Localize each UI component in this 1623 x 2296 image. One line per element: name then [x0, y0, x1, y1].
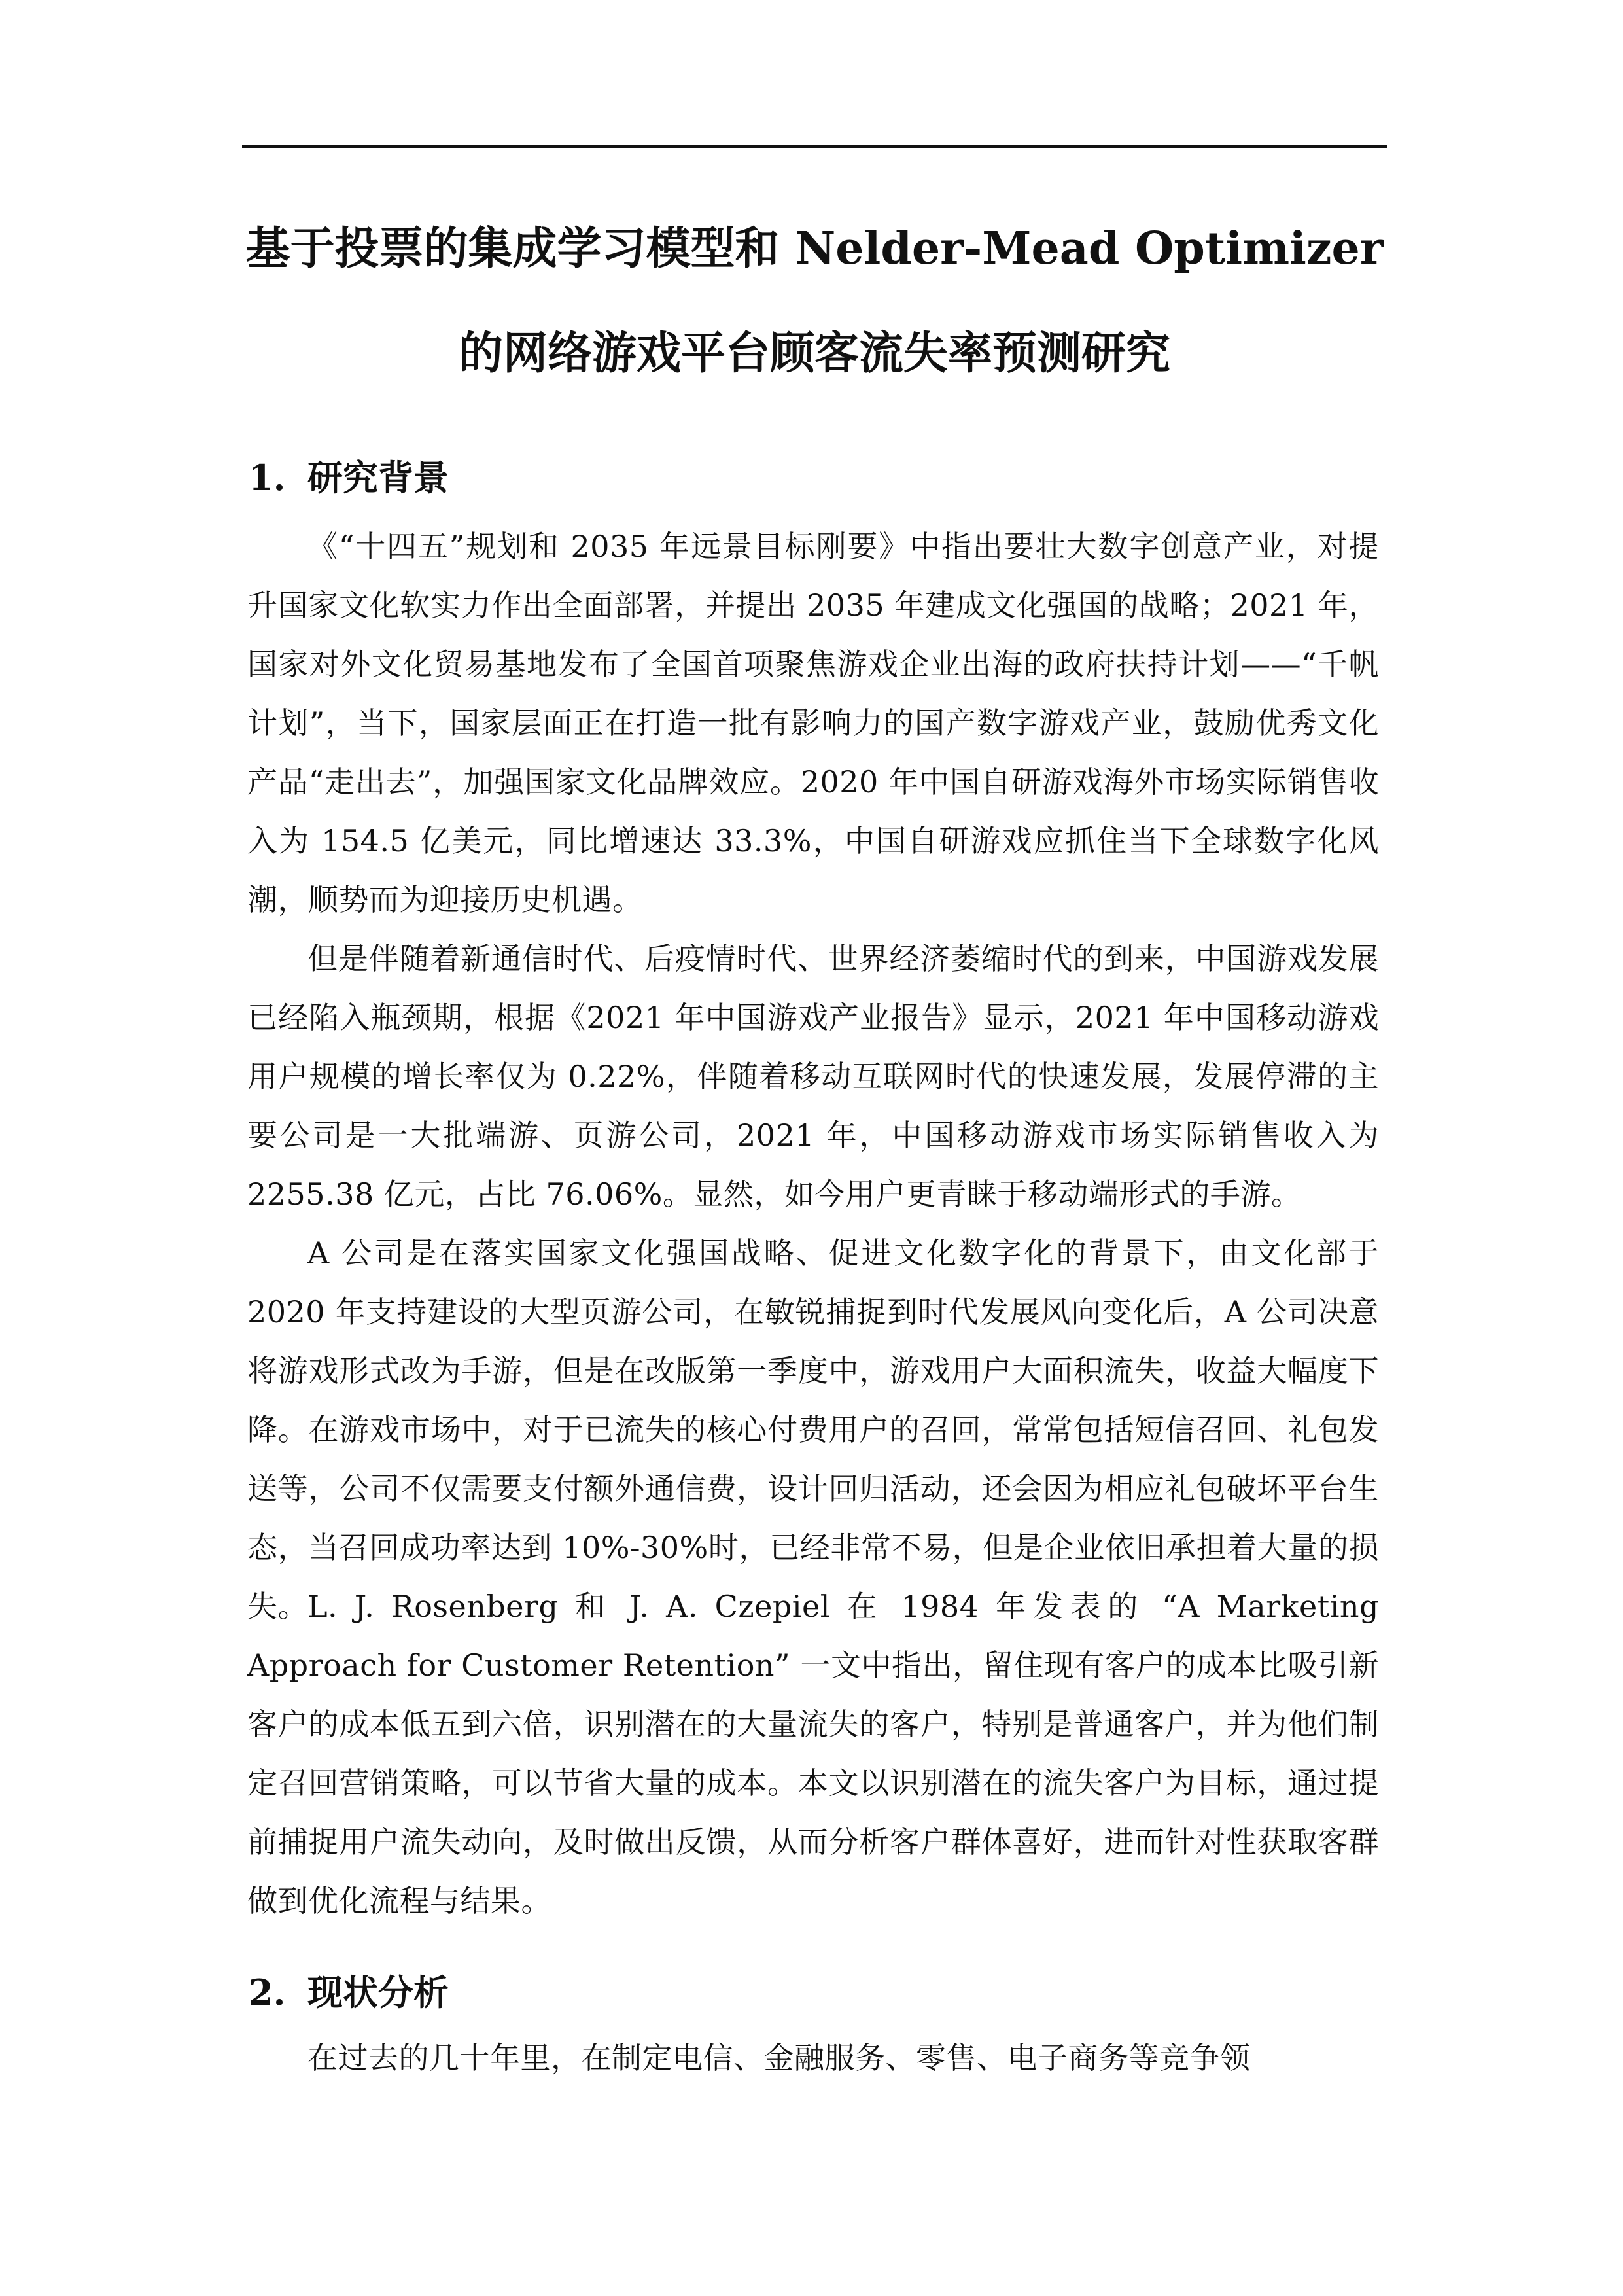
paper-title: 基于投票的集成学习模型和 Nelder-Mead Optimizer 的网络游戏平台顾客流失率预测研究 [245, 222, 1384, 380]
body-paragraph: A 公司是在落实国家文化强国战略、促进文化数字化的背景下，由文化部于 2020 年支持建设的大型页游公司，在敏锐捕捉到时代发展风向变化后，A 公司决意将游戏形式改为手游，但是在改版第一季度中，游戏用户大面积流失，收益大幅度下降。在游戏市场中，对于已流失的核心付费用户的召回，常常包括短信召回、礼包发送等，公司不仅需要支付额外通信费，设计回归活动，还会因为相应礼包破坏平台生态，当召回成功率达到 10%-30%时，已经非常不易，但是企业依旧承担着大量的损失。 [247, 1235, 1379, 1624]
body-paragraph: 《“十四五”规划和 2035 年远景目标刚要》中指出要壮大数字创意产业，对提升国家文化软实力作出全面部署，并提出 2035 年建成文化强国的战略；2021 年，国家对外文化贸易基地发布了全国首项聚焦游戏企业出海的政府扶持计划——“千帆计划”，当下，国家层面正在打造一批有影响力的国产数字游戏产业，鼓励优秀文化产品“走出去”，加强国家文化品牌效应。2020 年中国自研游戏海外市场实际销售收入为 154.5 亿美元，同比增速达 33.3%，中国自研游戏应抓住当下全球数字化风潮，顺势而为迎接历史机遇。 [247, 529, 1379, 917]
section-number: 2. [249, 1971, 286, 2013]
section-number: 1. [249, 457, 286, 499]
body-paragraph: 但是伴随着新通信时代、后疫情时代、世界经济萎缩时代的到来，中国游戏发展已经陷入瓶颈期，根据《2021 年中国游戏产业报告》显示，2021 年中国移动游戏用户规模的增长率仅为 0.22%，伴随着移动互联网时代的快速发展，发展停滞的主要公司是一大批端游、页游公司，2021 年，中国移动游戏市场实际销售收入为 2255.38 亿元，占比 76.06%。显然，如今用户更青睐于移动端形式的手游。 [247, 941, 1379, 1212]
section-title: 研究背景 [307, 457, 449, 499]
body-paragraph: L. J. Rosenberg 和 J. A. Czepiel 在 1984 年发表的 “A Marketing Approach for Customer Retention” 一文中指出，留住现有客户的成本比吸引新客户的成本低五到六倍，识别潜在的大量流失的客户，特别是普通客户，并为他们制定召回营销策略，可以节省大量的成本。本文以识别潜在的流失客户为目标，通过提前捕捉用户流失动向，及时做出反馈，从而分析客户群体喜好，进而针对性获取客群做到优化流程与结果。 [247, 1589, 1379, 1918]
body-paragraph: 在过去的几十年里，在制定电信、金融服务、零售、电子商务等竞争领 [307, 2040, 1251, 2075]
section-title: 现状分析 [307, 1971, 449, 2013]
header-rule [242, 145, 1387, 148]
section-heading [249, 448, 449, 507]
section-heading [249, 1963, 449, 2022]
